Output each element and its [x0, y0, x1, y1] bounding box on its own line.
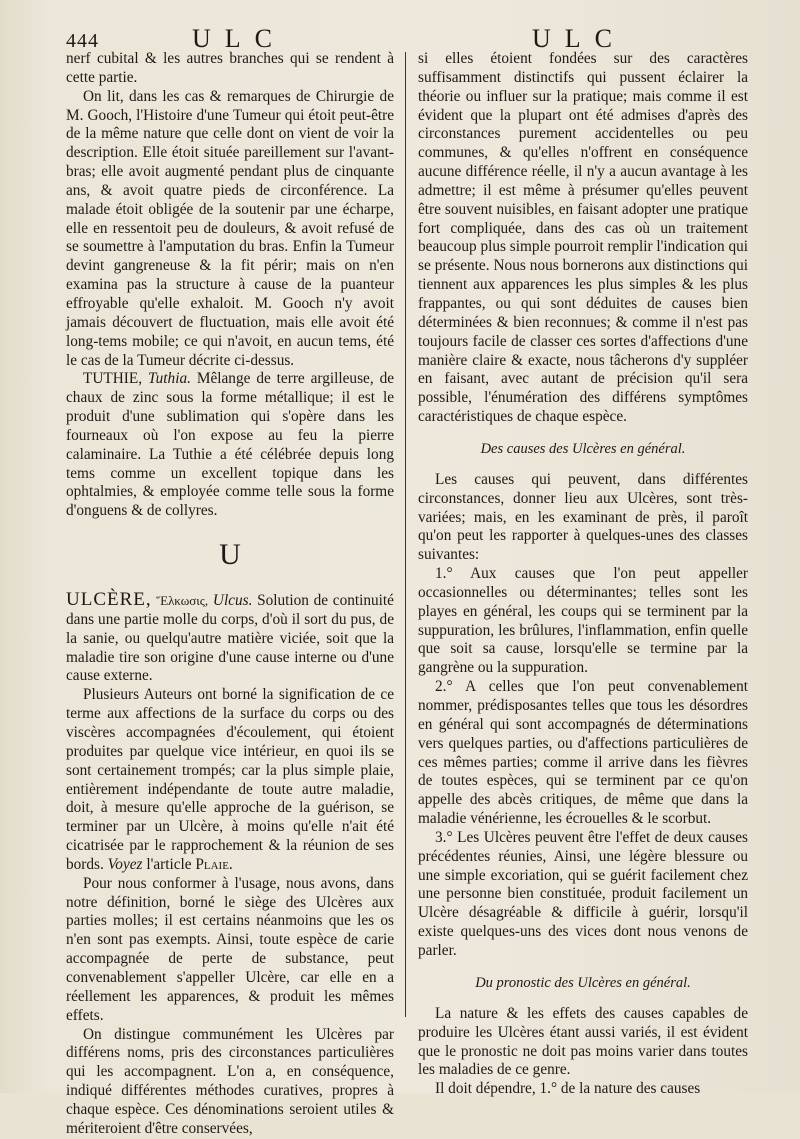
entry-greek-ulcere: Ἕλκωσις,	[156, 593, 209, 609]
cross-reference-plaie: Plaie.	[195, 855, 233, 873]
running-head-right: ULC	[532, 24, 626, 53]
entry-term-tuthie: TUTHIE	[83, 370, 139, 388]
entry-ulcere	[66, 591, 394, 686]
paragraph-plusieurs-text: Plusieurs Auteurs ont borné la signification de ce terme aux affections de la surface du corps ou des viscères accompagnées d'écoulement, qui étoient produites par quelque vice intérieur, en quoi ils se sont certainement trompés; car la plus simple plaie, entièrement indépendante de toute autre maladie, doit, à mesure qu'elle approche de la guérison, se terminer par un Ulcère, à moins qu'elle n'ait été cicatrisée par le rapprochement & la réunion de ses bords.	[66, 686, 394, 873]
list-item-causes-2: 2.° A celles que l'on peut convenablement nommer, prédisposantes telles que tous les désordres en général qui sont accompagnés de déterminations vers quelques parties, ou d'affections particulières de ces mêmes parties; comme il arrive dans les fièvres de toutes espèces, qui se terminent par ce qu'on appelle des abcès critiques, de même que dans la maladie vénérienne, les écrouelles & le scorbut.	[418, 678, 748, 828]
paragraph-causes: Les causes qui peuvent, dans différentes circonstances, donner lieu aux Ulcères, sont très-variées; mais, en les examinant de près, il paroît qu'on peut les rapporter à quelques-unes des classes suivantes:	[418, 470, 748, 564]
entry-tuthie: TUTHIE, Tuthia. Mêlange de terre argilleuse, de chaux de zinc sous la forme métallique; il est le produit d'une sublimation qui s'opère dans les fourneaux où l'on expose au feu la pierre calaminaire. La Tuthie a été célébrée depuis long tems comme un excellent topique dans les ophtalmies, & employée comme telle sous la forme d'onguens & de collyres.	[66, 370, 395, 520]
entry-latin-tuthie: Tuthia.	[148, 370, 191, 388]
paragraph-gooch: On lit, dans les cas & remarques de Chirurgie de M. Gooch, l'Histoire d'une Tumeur qui étoit peut-être de la même nature que celle dont on vient de voir la description. Elle étoit située pareillement sur l'avant-bras; elle avoit augmenté pendant plus de cinquante ans, & avoit quatre pieds de circonférence. La malade étoit obligée de la soutenir par une écharpe, elle en ressentoit peu de douleurs, & avoit refusé de se soumettre à l'amputation du bras. Enfin la Tumeur devint gangreneuse & la fit périr; mais on n'en examina pas la structure à cause de la puanteur effroyable qu'elle exhaloit. M. Gooch n'y avoit jamais découvert de fluctuation, mais elle avoit été long-tems mobile; ce qui n'avoit, en aucun tems, été le cas de la Tumeur décrite ci-dessus.	[66, 87, 394, 369]
list-item-causes-1: 1.° Aux causes que l'on peut appeller occasionnelles ou déterminantes; telles sont les playes en général, les coups qui se terminent par la suppuration, les brûlures, l'inflammation, enfin quelle que soit sa cause, lorsqu'elle se termine par la gangrène ou la suppuration.	[418, 565, 748, 677]
cross-reference-voyez: Voyez	[107, 855, 143, 873]
list-item-causes-3: 3.° Les Ulcères peuvent être l'effet de deux causes précédentes réunies, Ainsi, une légère blessure ou une simple excoriation, qui se guérit facilement chez une personne bien constituée, produit facilement un Ulcère désagréable & difficile à guérir, lorsqu'il existe quelques-uns des vices dont nous venons de parler.	[418, 828, 748, 959]
paragraph-continuation: nerf cubital & les autres branches qui se rendent à cette partie.	[66, 50, 394, 86]
column-divider	[405, 52, 406, 1017]
left-column	[66, 50, 394, 1139]
section-letter-heading: U	[219, 538, 241, 572]
paragraph-on-distingue: On distingue communément les Ulcères par différens noms, pris des circonstances particulières qui les accompagnent. L'on a, en conséquence, indiqué différentes méthodes curatives, propres à chaque espèce. Ces dénominations seroient utiles & mériteroient d'être conservées,	[66, 1025, 394, 1137]
entry-text-ulcere: Solution de continuité dans une partie molle du corps, d'où il sort du pus, de la sanie, ou quelqu'autre matière viciée, soit que la maladie tire son origine d'une cause interne ou d'une cause externe.	[66, 592, 394, 685]
entry-term-ulcere: ULCÈRE,	[66, 589, 152, 611]
paragraph-pronostic: La nature & les effets des causes capables de produire les Ulcères étant aussi variés, il est évident que le pronostic ne doit pas moins varier dans toutes les maladies de ce genre.	[418, 1004, 748, 1079]
paragraph-pronostic-causes: Il doit dépendre, 1.° de la nature des causes	[435, 1080, 701, 1098]
right-column	[418, 50, 748, 1099]
paragraph-continuation-right: si elles étoient fondées sur des caractères suffisamment distinctifs qui pussent éclairer la théorie ou influer sur la pratique; mais comme il est évident que la plupart ont été admises d'après des circonstances purement accidentelles ou peu communes, & qu'elles n'offrent en conséquence aucune différence réelle, il n'y a aucun avantage à les admettre; il est même à présumer qu'elles peuvent être souvent nuisibles, en faisant adopter une pratique fort compliquée, dans des cas où un traitement beaucoup plus simple pourroit remplir l'indication qui se présente. Nous nous bornerons aux distinctions qui tiennent aux apparences les plus simples & les plus frappantes, ou qui sont déduites de causes bien déterminées & bien reconnues; & comme il n'est pas toujours facile de classer ces sortes d'affections d'une manière claire & exacte, nous tâcherons d'y suppléer en faisant, avec autant de précision qu'il sera possible, l'énumération des différens symptômes caractéristiques de chaque espèce.	[418, 50, 748, 426]
paragraph-pour: Pour nous conformer à l'usage, nous avons, dans notre définition, borné le siège des Ulcères aux parties molles; il est certains néanmoins que les os n'en sont pas exempts. Ainsi, toute espèce de carie accompagnée de perte de substance, peut convenablement s'appeller Ulcère, car elle en a réellement les apparences, & produit les mêmes effets.	[66, 874, 394, 1024]
page-number: 444	[66, 30, 99, 52]
subheading-causes: Des causes des Ulcères en général.	[480, 440, 686, 457]
cross-reference-prefix: l'article	[146, 855, 192, 873]
subheading-pronostic: Du pronostic des Ulcères en général.	[475, 974, 691, 991]
paragraph-plusieurs	[66, 686, 394, 874]
entry-latin-ulcere: Ulcus.	[212, 592, 253, 610]
running-head-left: ULC	[192, 24, 286, 53]
entry-text-tuthie: Mêlange de terre argilleuse, de chaux de zinc sous la forme métallique; il est le produit d'une sublimation qui s'opère dans les fourneaux où l'on expose au feu la pierre calaminaire. La Tuthie a été célébrée depuis long tems comme un excellent topique dans les ophtalmies, & employée comme telle sous la forme d'onguens & de collyres.	[66, 370, 395, 520]
